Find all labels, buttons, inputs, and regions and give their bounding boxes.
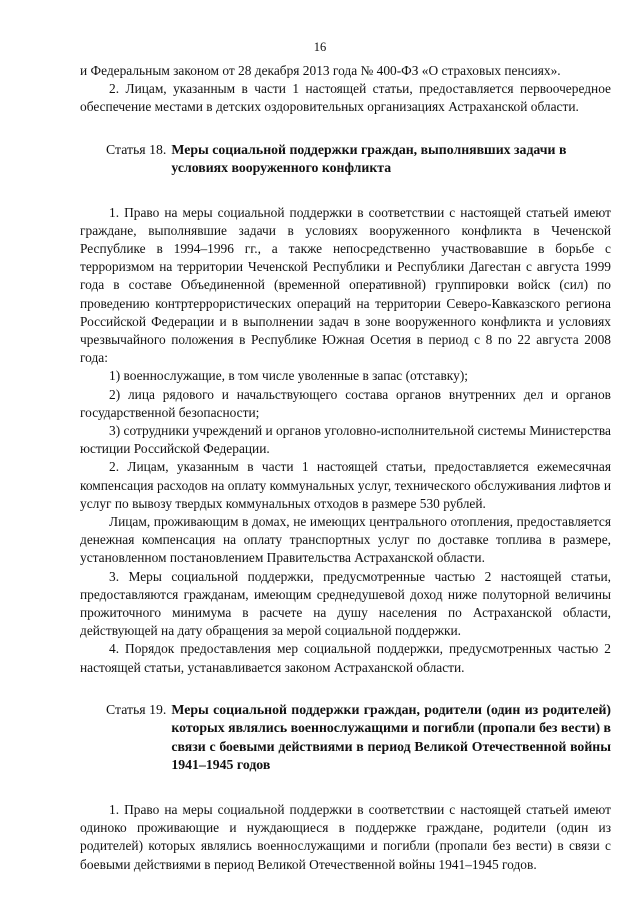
paragraph: 4. Порядок предоставления мер социальной поддержки, предусмотренных частью 2 настоящей статьи, устанавливается законом Астраханской области. bbox=[80, 641, 611, 675]
paragraph: 2. Лицам, указанным в части 1 настоящей статьи, предоставляется первоочередное обеспечение местами в детских оздоровительных организациях Астраханской области. bbox=[80, 81, 611, 115]
article-19-heading bbox=[80, 701, 611, 775]
paragraph: Лицам, проживающим в домах, не имеющих центрального отопления, предоставляется денежная компенсация на оплату транспортных услуг по доставке топлива в размере, установленном постановлением Правительства Астраханской области. bbox=[80, 514, 611, 566]
article-19-title: Меры социальной поддержки граждан, родители (один из родителей) которых являлись военнослужащими и погибли (пропали без вести) в связи с боевыми действиями в период Великой Отечественной войны 1941–1945 годов bbox=[171, 701, 611, 773]
paragraph: 2. Лицам, указанным в части 1 настоящей статьи, предоставляется ежемесячная компенсация расходов на оплату коммунальных услуг, технического обслуживания лифтов и услуг по вывозу твердых коммунальных отходов в размере 530 рублей. bbox=[80, 459, 611, 511]
article-18-heading bbox=[80, 141, 611, 178]
article-18-title: Меры социальной поддержки граждан, выполнявших задачи в условиях вооруженного конфликта bbox=[171, 141, 567, 176]
article-19-label: Статья 19. bbox=[106, 701, 167, 717]
paragraph: 3) сотрудники учреждений и органов уголовно-исполнительной системы Министерства юстиции Российской Федерации. bbox=[80, 423, 611, 457]
paragraph: 3. Меры социальной поддержки, предусмотренные частью 2 настоящей статьи, предоставляются гражданам, имеющим среднедушевой доход ниже полуторной величины прожиточного минимума в расчете на душу населения по Астраханской области, действующей на дату обращения за мерой социальной поддержки. bbox=[80, 568, 611, 639]
paragraph: 1. Право на меры социальной поддержки в соответствии с настоящей статьей имеют граждане, выполнявшие задачи в условиях вооруженного конфликта в Чеченской Республике в 1994–1996 гг., а также непосредственно участвовавшие в борьбе с терроризмом на территории Чеченской Республики и Республики Дагестан с августа 1999 года в составе Объединенной (временной оперативной) группировки войск (сил) по проведению контртеррористических операций на территории Северо-Кавказского региона Российской Федерации и в выполнении задач в зоне вооруженного конфликта и условиях чрезвычайного положения в Республике Южная Осетия в период с 8 по 22 августа 2008 года: bbox=[80, 204, 611, 366]
page-number: 16 bbox=[313, 40, 327, 54]
paragraph: 2) лица рядового и начальствующего состава органов внутренних дел и органов государственной безопасности; bbox=[80, 386, 611, 420]
paragraph: 1) военнослужащие, в том числе уволенные в запас (отставку); bbox=[109, 368, 469, 384]
paragraph: и Федеральным законом от 28 декабря 2013 года № 400-ФЗ «О страховых пенсиях». bbox=[80, 63, 561, 78]
document-body bbox=[80, 62, 611, 874]
article-18-label: Статья 18. bbox=[106, 141, 167, 157]
paragraph: 1. Право на меры социальной поддержки в соответствии с настоящей статьей имеют одиноко проживающие и нуждающиеся в поддержке граждане, родители (один из родителей) которых являлись военнослужащими и погибли (пропали без вести) в связи с боевыми действиями в период Великой Отечественной войны 1941–1945 годов. bbox=[80, 801, 611, 872]
